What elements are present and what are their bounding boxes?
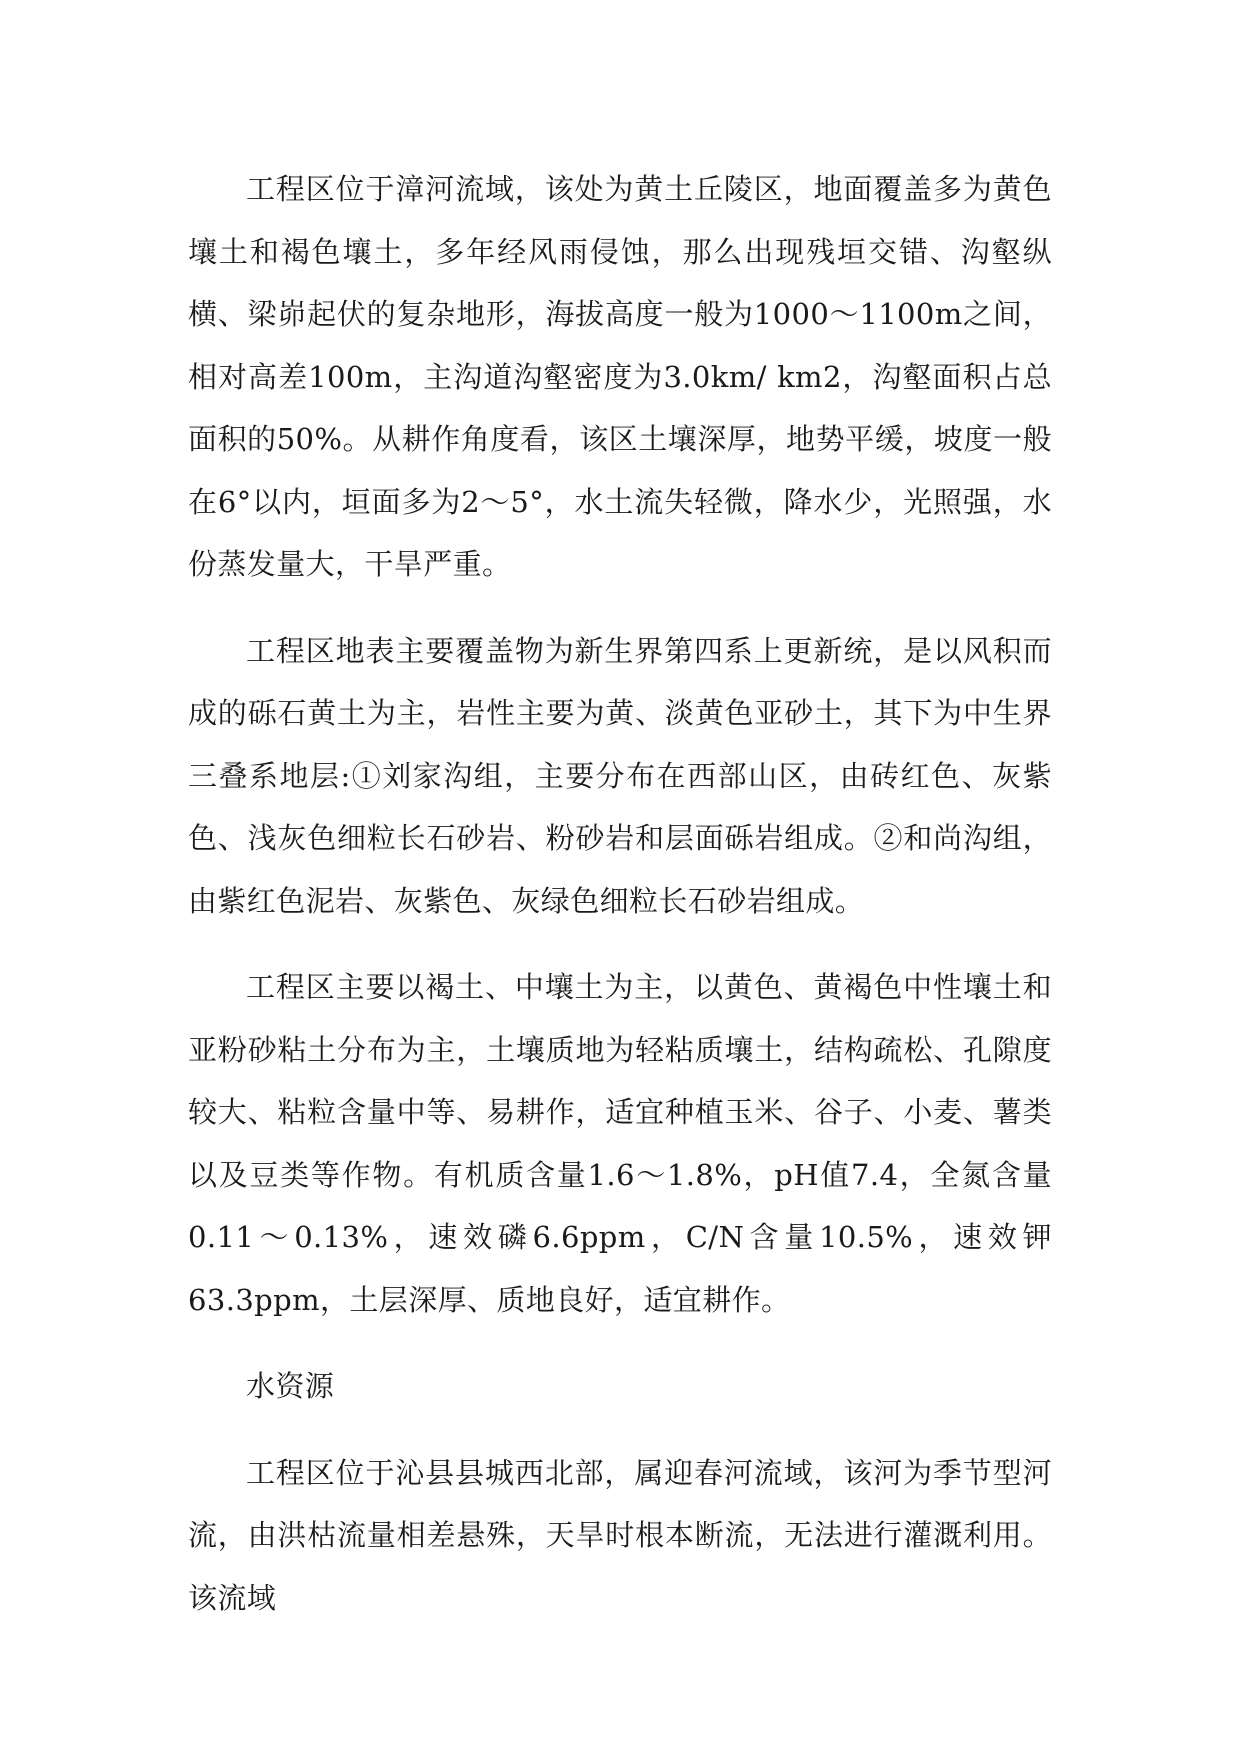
paragraph-terrain: 工程区位于漳河流域，该处为黄土丘陵区，地面覆盖多为黄色壤土和褐色壤土，多年经风雨侵蚀，那么出现残垣交错、沟壑纵横、梁峁起伏的复杂地形，海拔高度一般为1000～1100m之间，相对高差100m，主沟道沟壑密度为3.0km/ km2，沟壑面积占总面积的50%。从耕作角度看，该区土壤深厚，地势平缓，坡度一般在6°以内，垣面多为2～5°，水土流失轻微，降水少，光照强，水份蒸发量大，干旱严重。 bbox=[188, 172, 1052, 581]
paragraph-geology: 工程区地表主要覆盖物为新生界第四系上更新统，是以风积而成的砾石黄土为主，岩性主要为黄、淡黄色亚砂土，其下为中生界三叠系地层:①刘家沟组，主要分布在西部山区，由砖红色、灰紫色、浅灰色细粒长石砂岩、粉砂岩和层面砾岩组成。②和尚沟组，由紫红色泥岩、灰紫色、灰绿色细粒长石砂岩组成。 bbox=[188, 633, 1052, 918]
section-heading-water-resources: 水资源 bbox=[246, 1369, 335, 1403]
paragraph-soil: 工程区主要以褐土、中壤土为主，以黄色、黄褐色中性壤土和亚粉砂粘土分布为主，土壤质地为轻粘质壤土，结构疏松、孔隙度较大、粘粒含量中等、易耕作，适宜种植玉米、谷子、小麦、薯类以及豆类等作物。有机质含量1.6～1.8%，pH值7.4，全氮含量0.11～0.13%，速效磷6.6ppm，C/N含量10.5%，速效钾63.3ppm，土层深厚、质地良好，适宜耕作。 bbox=[188, 970, 1052, 1317]
document-body bbox=[188, 158, 1052, 1653]
paragraph-water-resources: 工程区位于沁县县城西北部，属迎春河流域，该河为季节型河流，由洪枯流量相差悬殊，天旱时根本断流，无法进行灌溉利用。该流域 bbox=[188, 1455, 1052, 1615]
